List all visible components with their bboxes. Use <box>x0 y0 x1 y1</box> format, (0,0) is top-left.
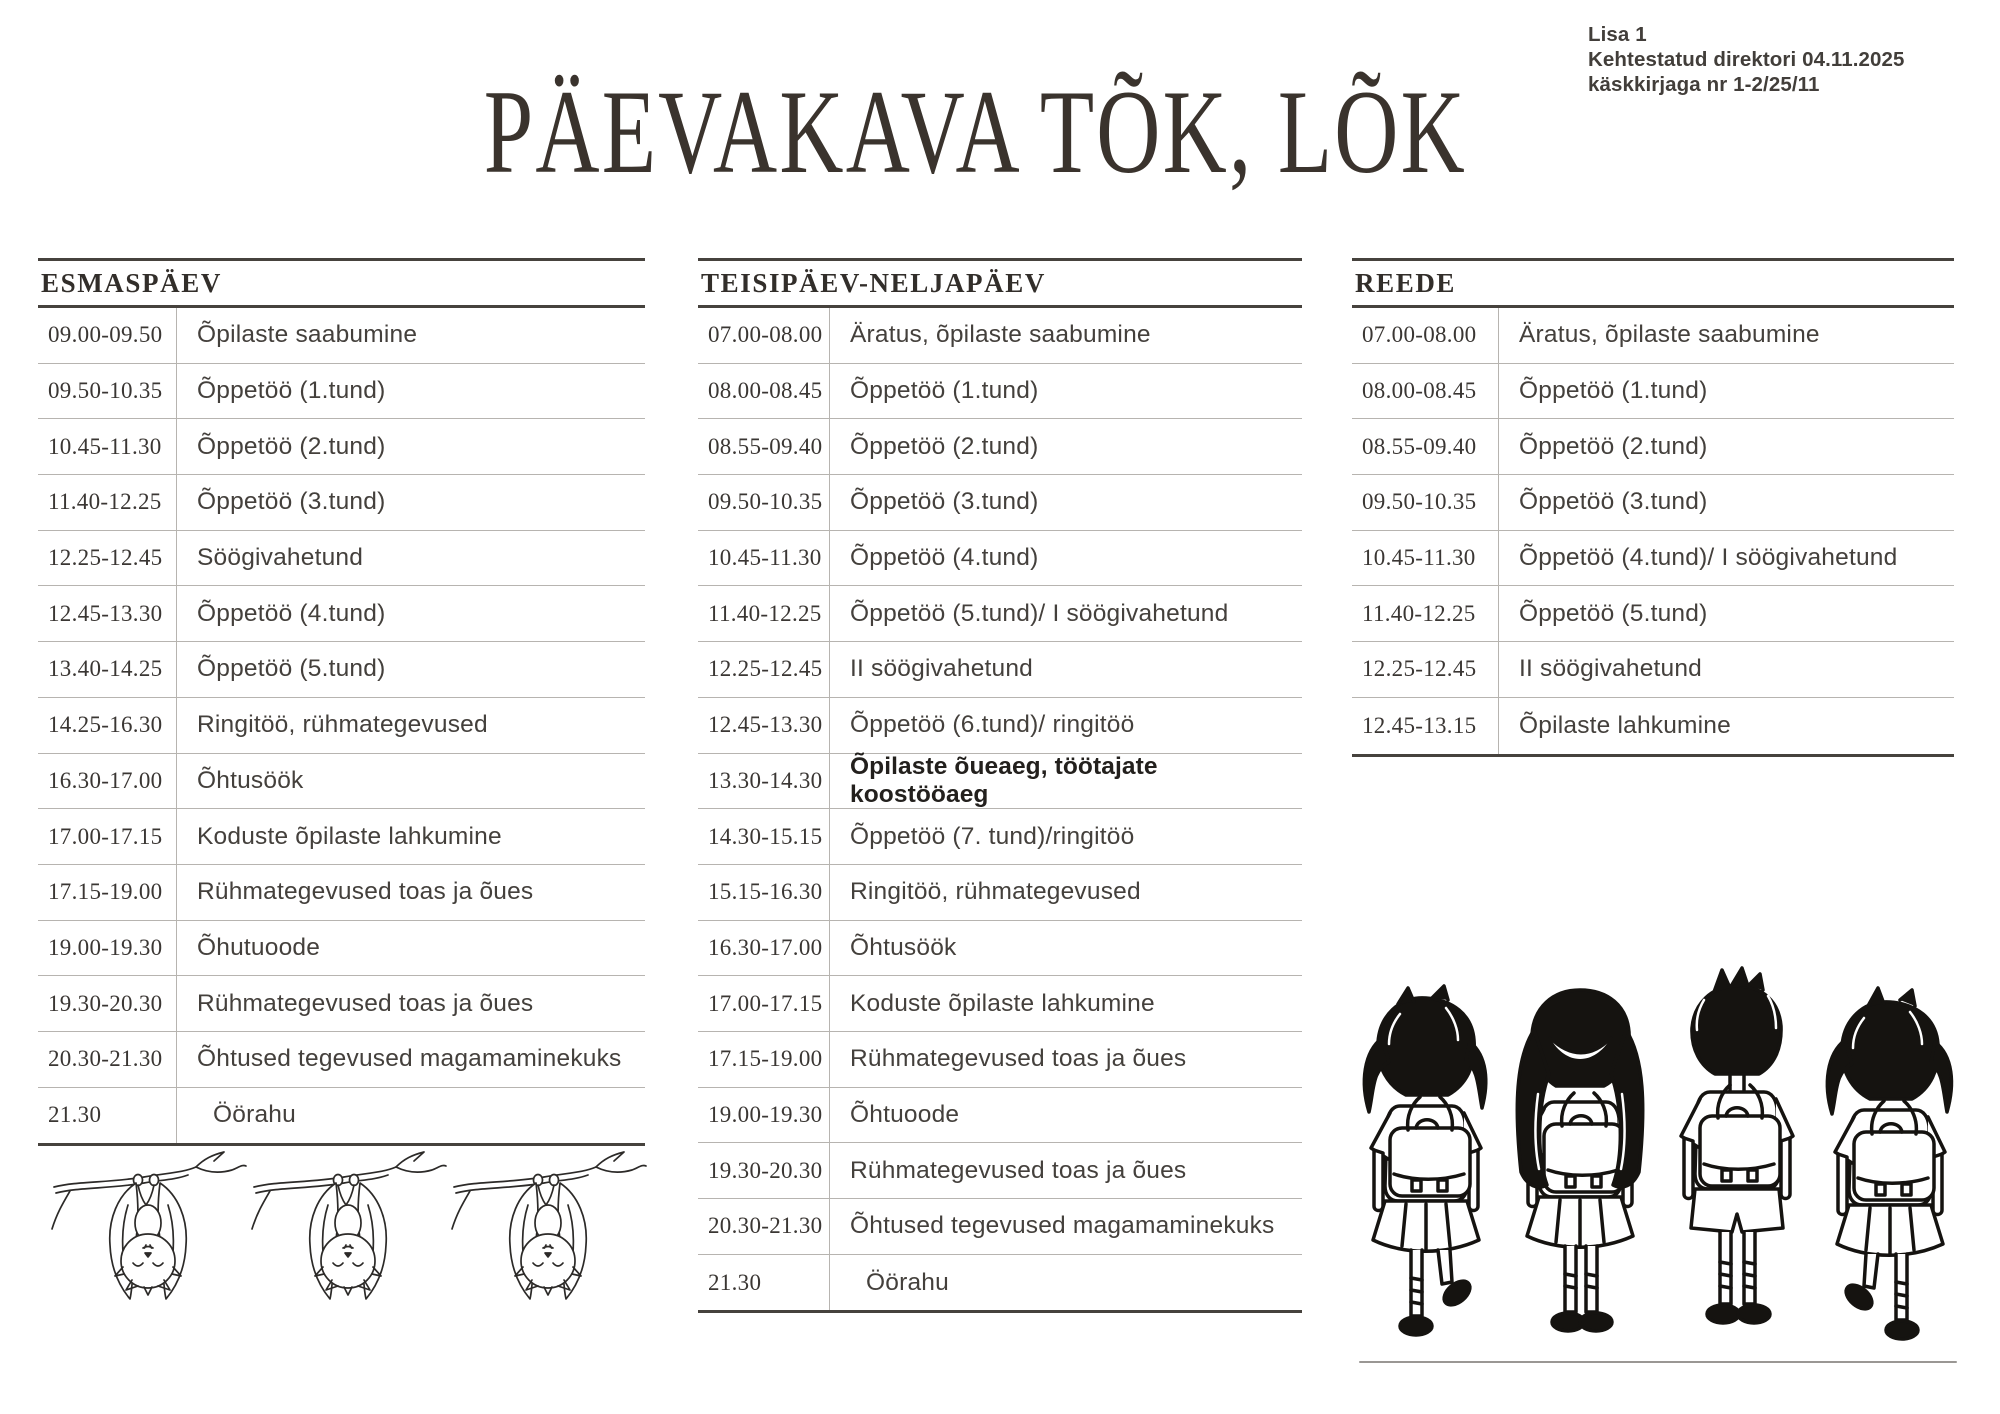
activity-cell: II söögivahetund <box>829 642 1302 697</box>
schedule-row <box>38 531 645 587</box>
activity-cell: Öörahu <box>176 1088 645 1144</box>
schedule-row <box>698 921 1302 977</box>
schedule-row <box>698 1199 1302 1255</box>
schedule-row <box>38 642 645 698</box>
activity-cell: Õppetöö (5.tund)/ I söögivahetund <box>829 586 1302 641</box>
activity-cell: Õppetöö (1.tund) <box>1498 364 1954 419</box>
time-cell: 21.30 <box>48 1102 102 1128</box>
activity-cell: Ringitöö, rühmategevused <box>176 698 645 753</box>
activity-cell: Rühmategevused toas ja õues <box>829 1143 1302 1198</box>
activity-cell: Õppetöö (1.tund) <box>176 364 645 419</box>
time-cell: 19.30-20.30 <box>48 990 163 1016</box>
activity-cell: Söögivahetund <box>176 531 645 586</box>
activity-cell: Õpilaste lahkumine <box>1498 698 1954 754</box>
schedule-row <box>38 754 645 810</box>
activity-cell: Ringitöö, rühmategevused <box>829 865 1302 920</box>
schedule-row <box>38 419 645 475</box>
activity-cell: II söögivahetund <box>1498 642 1954 697</box>
activity-cell: Õppetöö (4.tund) <box>829 531 1302 586</box>
activity-cell: Õhutuoode <box>176 921 645 976</box>
time-cell: 12.45-13.30 <box>48 600 163 626</box>
schedule-row <box>698 754 1302 810</box>
schedule-row <box>38 921 645 977</box>
time-cell: 09.00-09.50 <box>48 322 163 348</box>
activity-cell: Õppetöö (3.tund) <box>829 475 1302 530</box>
time-cell: 20.30-21.30 <box>48 1046 163 1072</box>
time-cell: 11.40-12.25 <box>708 600 822 626</box>
activity-cell: Õhtused tegevused magamaminekuks <box>176 1032 645 1087</box>
time-cell: 08.00-08.45 <box>1362 378 1477 404</box>
schedule-row <box>38 364 645 420</box>
schedule-row <box>1352 698 1954 754</box>
schedule-row <box>38 698 645 754</box>
time-cell: 08.00-08.45 <box>708 378 823 404</box>
table-tue-thu <box>698 258 1302 1313</box>
table-friday <box>1352 258 1954 757</box>
time-cell: 17.15-19.00 <box>708 1046 823 1072</box>
time-cell: 09.50-10.35 <box>48 378 163 404</box>
activity-cell: Rühmategevused toas ja õues <box>176 865 645 920</box>
schedule-row <box>698 419 1302 475</box>
rows-tue-thu <box>698 308 1302 1310</box>
schedule-row <box>1352 419 1954 475</box>
time-cell: 07.00-08.00 <box>1362 322 1477 348</box>
activity-cell: Õpilaste saabumine <box>176 308 645 363</box>
time-cell: 09.50-10.35 <box>1362 489 1477 515</box>
schedule-row <box>38 586 645 642</box>
time-cell: 17.00-17.15 <box>708 990 823 1016</box>
time-cell: 07.00-08.00 <box>708 322 823 348</box>
activity-cell: Õhtused tegevused magamaminekuks <box>829 1199 1302 1254</box>
schedule-row <box>698 976 1302 1032</box>
annotation-block <box>1588 22 1988 97</box>
annotation-line-2: Kehtestatud direktori 04.11.2025 <box>1588 48 1905 71</box>
time-cell: 15.15-16.30 <box>708 879 823 905</box>
time-cell: 16.30-17.00 <box>708 934 823 960</box>
time-cell: 12.25-12.45 <box>1362 656 1477 682</box>
schedule-row <box>1352 364 1954 420</box>
schedule-row <box>698 865 1302 921</box>
activity-cell: Õppetöö (6.tund)/ ringitöö <box>829 698 1302 753</box>
time-cell: 17.15-19.00 <box>48 879 163 905</box>
schedule-row <box>698 809 1302 865</box>
table-monday <box>38 258 645 1146</box>
time-cell: 19.00-19.30 <box>708 1101 823 1127</box>
activity-cell: Rühmategevused toas ja õues <box>829 1032 1302 1087</box>
time-cell: 20.30-21.30 <box>708 1213 823 1239</box>
time-cell: 10.45-11.30 <box>1362 545 1476 571</box>
schedule-row <box>38 809 645 865</box>
activity-cell: Äratus, õpilaste saabumine <box>1498 308 1954 363</box>
rows-monday <box>38 308 645 1143</box>
time-cell: 14.25-16.30 <box>48 712 163 738</box>
time-cell: 13.40-14.25 <box>48 656 163 682</box>
table-bottom-rule <box>1352 754 1954 757</box>
activity-cell: Rühmategevused toas ja õues <box>176 976 645 1031</box>
time-cell: 14.30-15.15 <box>708 823 823 849</box>
time-cell: 10.45-11.30 <box>48 433 162 459</box>
activity-cell: Õppetöö (2.tund) <box>176 419 645 474</box>
time-cell: 08.55-09.40 <box>708 433 823 459</box>
time-cell: 11.40-12.25 <box>48 489 162 515</box>
activity-cell: Koduste õpilaste lahkumine <box>176 809 645 864</box>
schedule-row <box>38 865 645 921</box>
activity-cell: Õppetöö (1.tund) <box>829 364 1302 419</box>
time-cell: 17.00-17.15 <box>48 823 163 849</box>
bats-svg <box>48 1147 648 1317</box>
activity-cell: Öörahu <box>829 1255 1302 1311</box>
schedule-row <box>1352 642 1954 698</box>
activity-cell: Õppetöö (5.tund) <box>1498 586 1954 641</box>
time-cell: 19.30-20.30 <box>708 1157 823 1183</box>
time-cell: 19.00-19.30 <box>48 934 163 960</box>
activity-cell: Koduste õpilaste lahkumine <box>829 976 1302 1031</box>
schedule-row <box>698 1255 1302 1311</box>
hanging-bats-illustration <box>48 1147 648 1317</box>
activity-cell: Õhtuoode <box>829 1088 1302 1143</box>
schedule-row <box>38 308 645 364</box>
time-cell: 12.45-13.30 <box>708 712 823 738</box>
activity-cell: Õppetöö (7. tund)/ringitöö <box>829 809 1302 864</box>
activity-cell: Õppetöö (3.tund) <box>1498 475 1954 530</box>
activity-cell: Õppetöö (2.tund) <box>1498 419 1954 474</box>
schedule-row <box>698 698 1302 754</box>
activity-cell: Õhtusöök <box>176 754 645 809</box>
schedule-row <box>698 586 1302 642</box>
schedule-row <box>38 1088 645 1144</box>
time-cell: 11.40-12.25 <box>1362 600 1476 626</box>
schedule-row <box>1352 531 1954 587</box>
schedule-row <box>698 1088 1302 1144</box>
time-cell: 21.30 <box>708 1269 762 1295</box>
time-cell: 08.55-09.40 <box>1362 433 1477 459</box>
time-cell: 10.45-11.30 <box>708 545 822 571</box>
activity-cell: Õppetöö (2.tund) <box>829 419 1302 474</box>
children-with-backpacks-illustration <box>1352 962 1964 1392</box>
time-cell: 16.30-17.00 <box>48 767 163 793</box>
activity-cell: Õpilaste õueaeg, töötajate koostööaeg <box>829 754 1302 809</box>
day-header-monday: ESMASPÄEV <box>41 267 222 298</box>
schedule-row <box>1352 586 1954 642</box>
schedule-row <box>698 364 1302 420</box>
activity-cell: Õppetöö (3.tund) <box>176 475 645 530</box>
time-cell: 09.50-10.35 <box>708 489 823 515</box>
rows-friday <box>1352 308 1954 754</box>
schedule-row <box>38 976 645 1032</box>
schedule-row <box>38 475 645 531</box>
page-title: PÄEVAKAVA TÕK, LÕK <box>483 65 1467 198</box>
schedule-row <box>698 531 1302 587</box>
schedule-row <box>1352 475 1954 531</box>
schedule-row <box>698 475 1302 531</box>
annotation-line-3: käskkirjaga nr 1-2/25/11 <box>1588 73 1820 96</box>
activity-cell: Õppetöö (5.tund) <box>176 642 645 697</box>
time-cell: 12.25-12.45 <box>48 545 163 571</box>
activity-cell: Õppetöö (4.tund)/ I söögivahetund <box>1498 531 1954 586</box>
table-bottom-rule <box>698 1310 1302 1313</box>
activity-cell: Õppetöö (4.tund) <box>176 586 645 641</box>
schedule-row <box>698 1032 1302 1088</box>
table-bottom-rule <box>38 1143 645 1146</box>
activity-cell: Äratus, õpilaste saabumine <box>829 308 1302 363</box>
annotation-line-1: Lisa 1 <box>1588 23 1647 46</box>
schedule-row <box>698 1143 1302 1199</box>
activity-cell: Õhtusöök <box>829 921 1302 976</box>
schedule-row <box>1352 308 1954 364</box>
day-header-friday: REEDE <box>1355 267 1457 298</box>
schedule-row <box>698 308 1302 364</box>
time-cell: 12.25-12.45 <box>708 656 823 682</box>
time-cell: 12.45-13.15 <box>1362 712 1477 738</box>
children-svg <box>1352 962 1964 1392</box>
schedule-row <box>38 1032 645 1088</box>
schedule-row <box>698 642 1302 698</box>
time-cell: 13.30-14.30 <box>708 767 823 793</box>
day-header-tue-thu: TEISIPÄEV-NELJAPÄEV <box>701 267 1046 298</box>
